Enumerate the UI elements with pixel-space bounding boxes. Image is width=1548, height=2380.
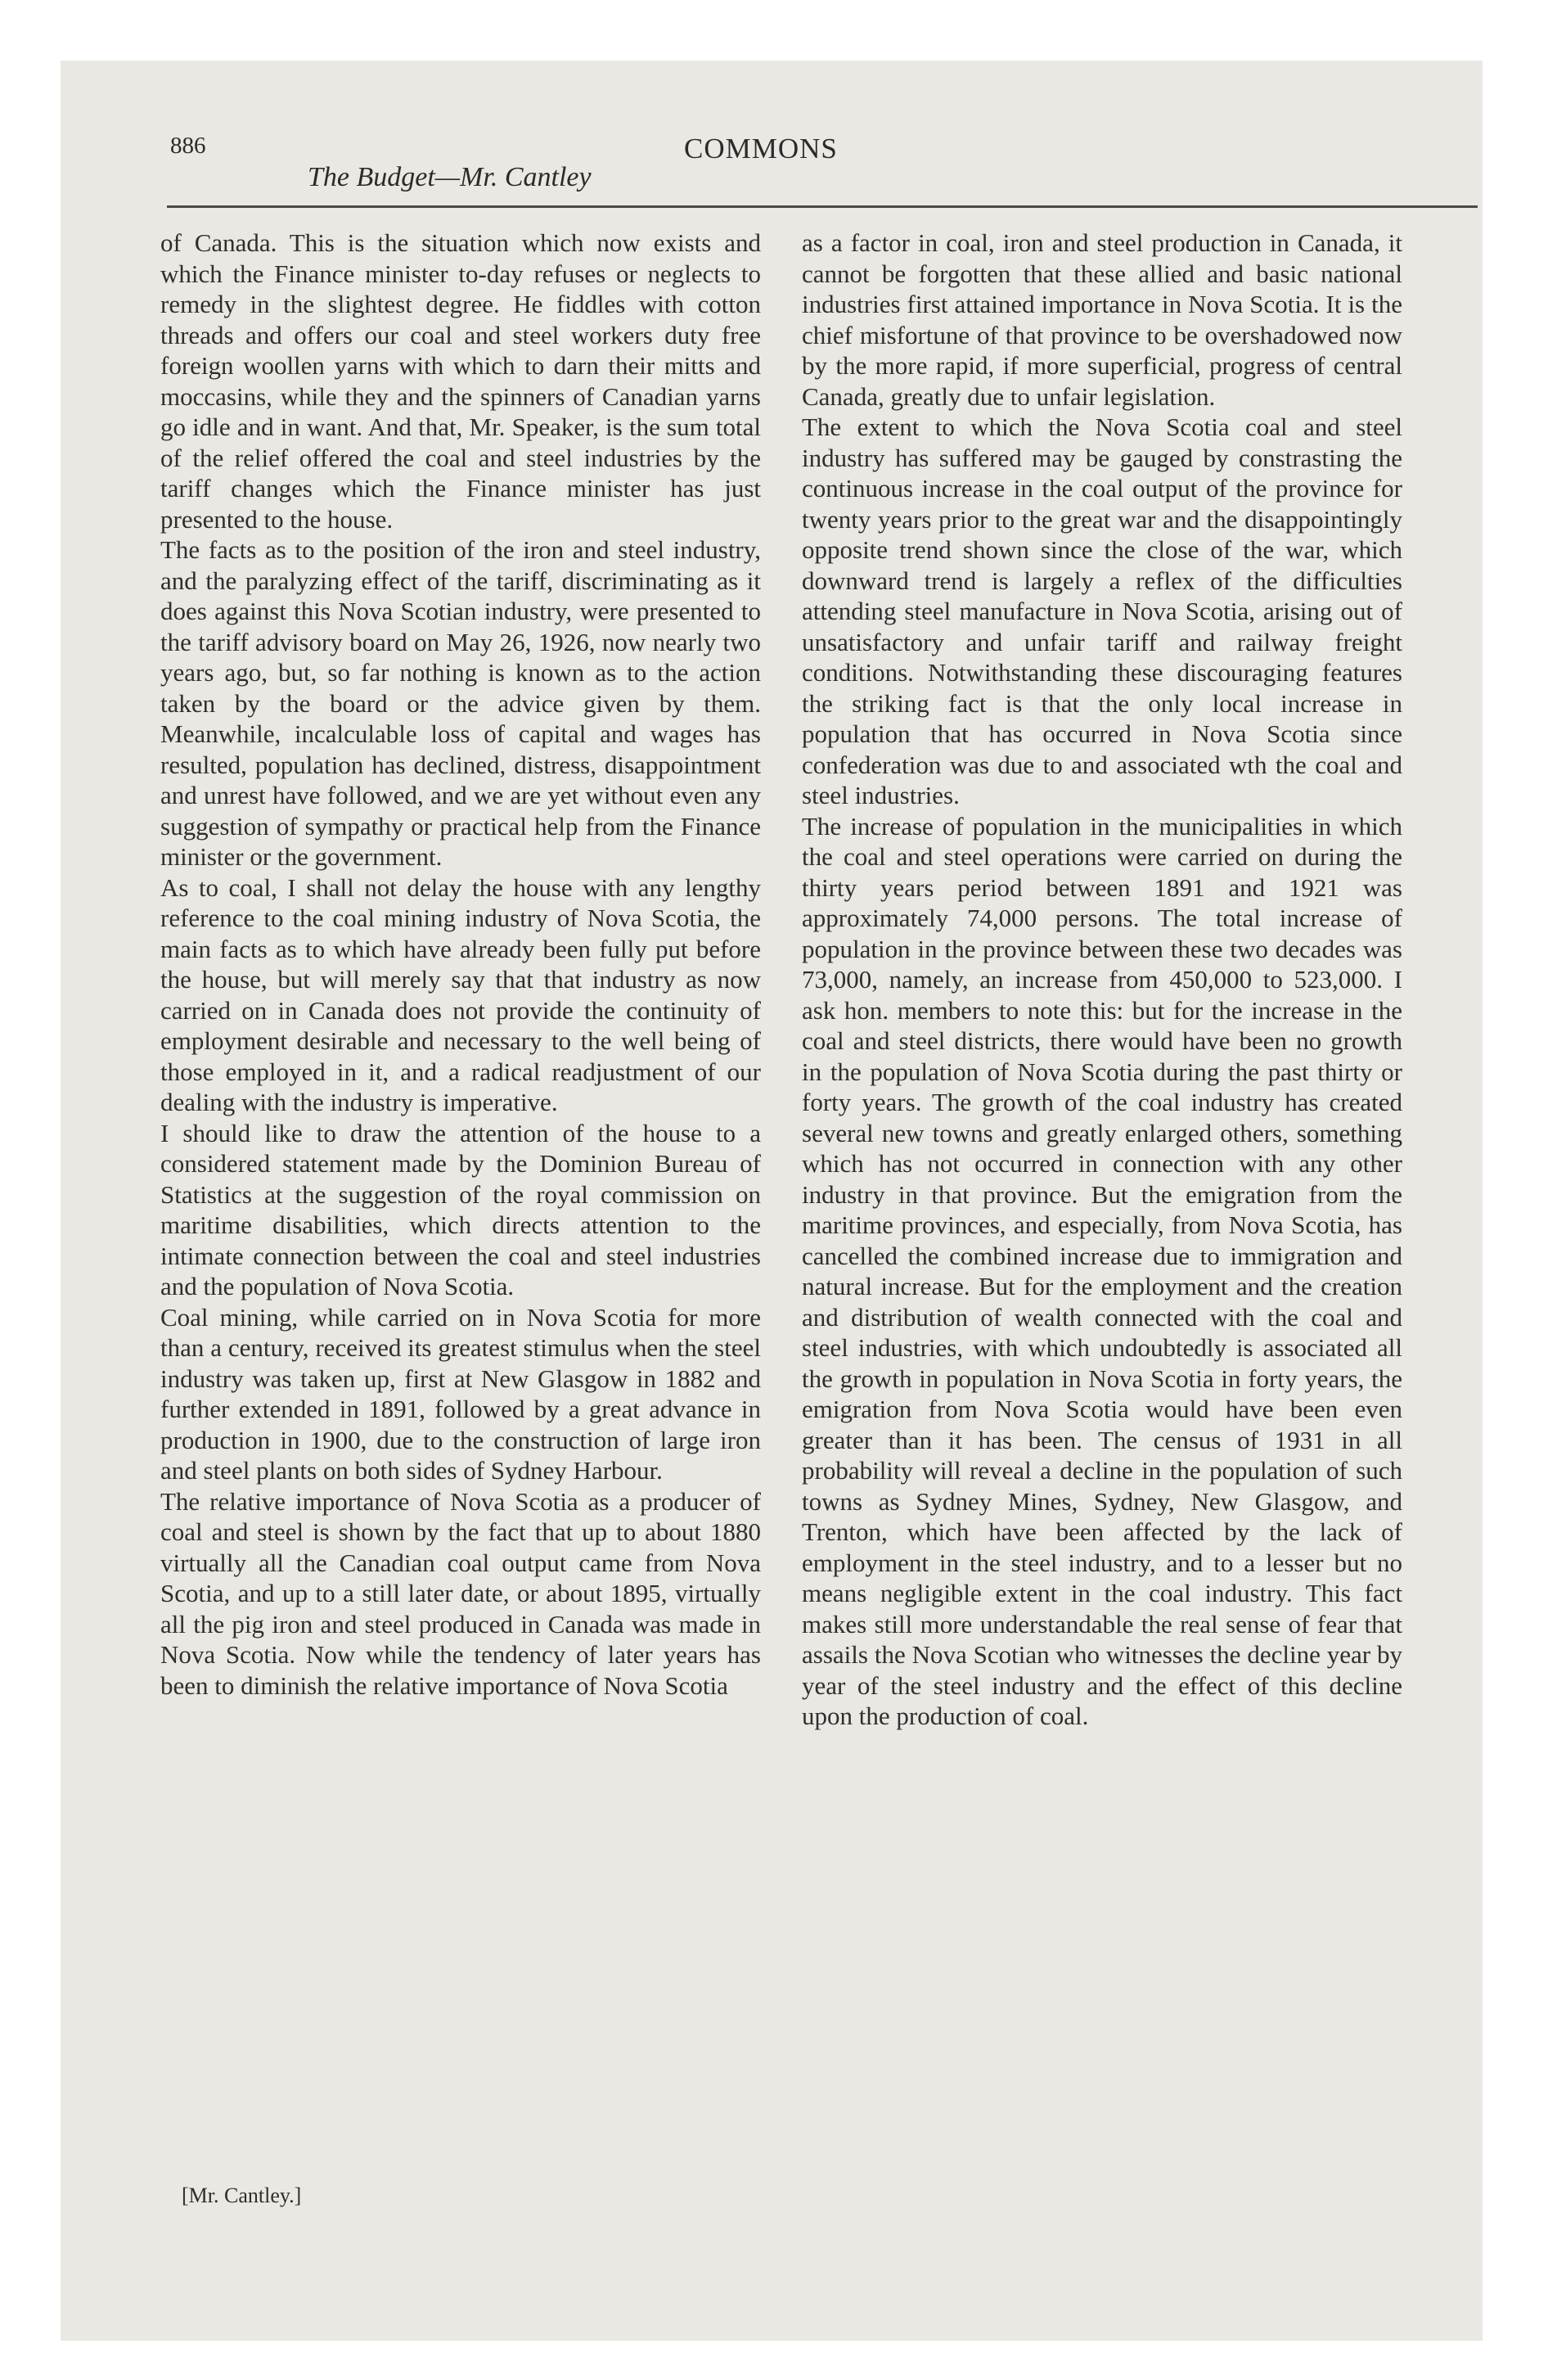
left-column (160, 228, 761, 1701)
paragraph: Coal mining, while carried on in Nova Scotia for more than a century, received its greatest stimulus when the steel industry was taken up, first at New Glasgow in 1882 and further extended in 1891, followed by a great advance in production in 1900, due to the construction of large iron and steel plants on both sides of Sydney Harbour. (160, 1302, 761, 1485)
page-number: 886 (170, 133, 206, 159)
paragraph: The increase of population in the municipalities in which the coal and steel operations were carried on during the thirty years period between 1891 and 1921 was approximately 74,000 persons. The total increase of population in the province between these two decades was 73,000, namely, an increase from 450,000 to 523,000. I ask hon. members to note this: but for the increase in the coal and steel districts, there would have been no growth in the population of Nova Scotia during the past thirty or forty years. The growth of the coal industry has created several new towns and greatly enlarged others, something which has not occurred in connection with any other industry in that province. But the emigration from the maritime provinces, and especially, from Nova Scotia, has cancelled the combined increase due to immigration and natural increase. But for the employment and the creation and distribution of wealth connected with the coal and steel industries, with which undoubtedly is associated all the growth in population in Nova Scotia in forty years, the emigration from Nova Scotia would have been even greater than it has been. The census of 1931 in all probability will reveal a decline in the population of such towns as Sydney Mines, Sydney, New Glasgow, and Trenton, which have been affected by the lack of employment in the steel industry, and to a lesser but no means negligible extent in the coal industry. This fact makes still more understandable the real sense of fear that assails the Nova Scotian who witnesses the decline year by year of the steel industry and the effect of this decline upon the production of coal. (802, 811, 1402, 1730)
paragraph: as a factor in coal, iron and steel production in Canada, it cannot be forgotten that these allied and basic national industries first attained importance in Nova Scotia. It is the chief misfortune of that province to be overshadowed now by the more rapid, if more superficial, progress of central Canada, greatly due to unfair legislation. (802, 228, 1402, 411)
header-rule (167, 205, 1478, 208)
speaker-attribution: [Mr. Cantley.] (182, 2184, 302, 2207)
running-head: The Budget—Mr. Cantley (308, 162, 592, 192)
paragraph: The facts as to the position of the iron and steel industry, and the paralyzing effect of the tariff, discriminating as it does against this Nova Scotian industry, were presented to the tariff advisory board on May 26, 1926, now nearly two years ago, but, so far nothing is known as to the action taken by the board or the advice given by them. Meanwhile, incalculable loss of capital and wages has resulted, population has declined, distress, disappointment and unrest have followed, and we are yet without even any suggestion of sympathy or practical help from the Finance minister or the government. (160, 535, 761, 871)
section-title: COMMONS (684, 133, 838, 165)
paragraph: The relative importance of Nova Scotia as a producer of coal and steel is shown by the fact that up to about 1880 virtually all the Canadian coal output came from Nova Scotia, and up to a still later date, or about 1895, virtually all the pig iron and steel produced in Canada was made in Nova Scotia. Now while the tendency of later years has been to diminish the relative importance of Nova Scotia (160, 1486, 761, 1700)
paragraph: I should like to draw the attention of the house to a considered statement made by the Dominion Bureau of Statistics at the suggestion of the royal commission on maritime disabilities, which directs attention to the intimate connection between the coal and steel industries and the population of Nova Scotia. (160, 1118, 761, 1300)
paragraph: of Canada. This is the situation which now exists and which the Finance minister to-day refuses or neglects to remedy in the slightest degree. He fiddles with cotton threads and offers our coal and steel workers duty free foreign woollen yarns with which to darn their mitts and moccasins, while they and the spinners of Canadian yarns go idle and in want. And that, Mr. Speaker, is the sum total of the relief offered the coal and steel industries by the tariff changes which the Finance minister has just presented to the house. (160, 228, 761, 534)
right-column (802, 228, 1402, 1732)
paragraph: The extent to which the Nova Scotia coal and steel industry has suffered may be gauged by constrasting the continuous increase in the coal output of the province for twenty years prior to the great war and the disappointingly opposite trend shown since the close of the war, which downward trend is largely a reflex of the difficulties attending steel manufacture in Nova Scotia, arising out of unsatisfactory and unfair tariff and railway freight conditions. Notwithstanding these discouraging features the striking fact is that the only local increase in population that has occurred in Nova Scotia since confederation was due to and associated wth the coal and steel industries. (802, 412, 1402, 809)
paragraph: As to coal, I shall not delay the house with any lengthy reference to the coal mining industry of Nova Scotia, the main facts as to which have already been fully put before the house, but will merely say that that industry as now carried on in Canada does not provide the continuity of employment desirable and necessary to the well being of those employed in it, and a radical readjustment of our dealing with the industry is imperative. (160, 872, 761, 1116)
